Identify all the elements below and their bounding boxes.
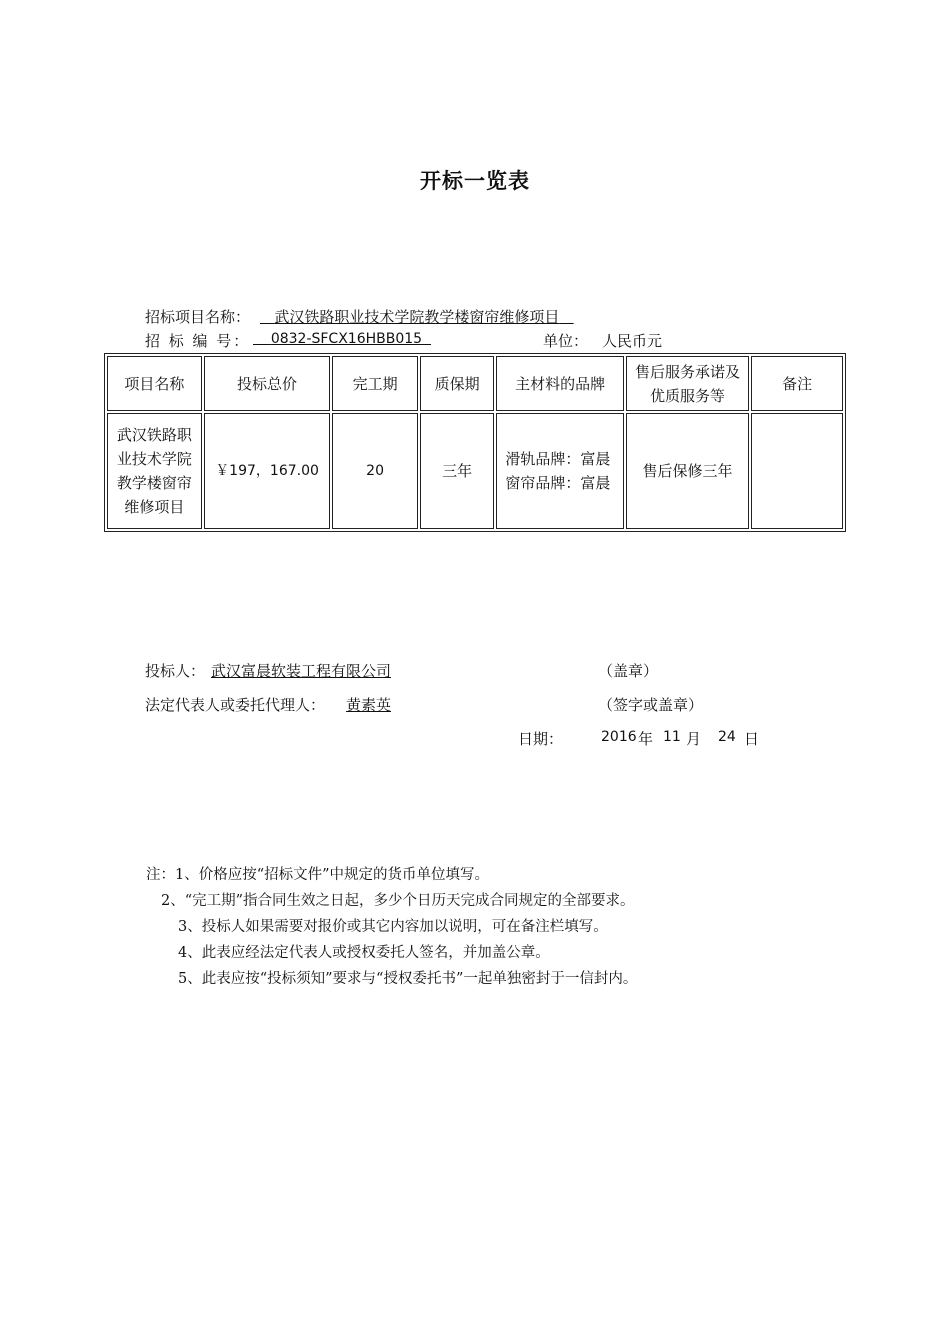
notes-block <box>146 862 637 992</box>
header-cell: 主材料的品牌 <box>496 356 623 411</box>
representative-label: 法定代表人或委托代理人： <box>145 696 326 714</box>
date-year: 2016 <box>601 729 637 745</box>
date-month: 11 <box>663 729 681 745</box>
brand-cell <box>496 413 623 529</box>
note-item: 注：1、价格应按“招标文件”中规定的货币单位填写。 <box>146 867 490 883</box>
note-item: 3、投标人如果需要对报价或其它内容加以说明，可在备注栏填写。 <box>178 919 608 935</box>
project-name-value: 武汉铁路职业技术学院教学楼窗帘维修项目 <box>274 308 560 326</box>
remarks-cell <box>751 413 843 529</box>
note-item: 4、此表应经法定代表人或授权委托人签名，并加盖公章。 <box>178 945 550 961</box>
project-name-label: 招标项目名称： <box>145 308 251 326</box>
bidder-label: 投标人： <box>145 662 206 680</box>
table-header-row <box>107 356 843 411</box>
completion-period-cell: 20 <box>332 413 418 529</box>
brand-line: 窗帘品牌：富晨 <box>505 474 611 492</box>
total-price-cell: ￥197，167.00 <box>204 413 330 529</box>
unit-value: 人民币元 <box>602 332 663 350</box>
project-name-cell: 武汉铁路职业技术学院教学楼窗帘维修项目 <box>107 413 202 529</box>
note-item: 2、“完工期”指合同生效之日起，多少个日历天完成合同规定的全部要求。 <box>161 893 635 909</box>
header-cell: 完工期 <box>332 356 418 411</box>
bidder-seal-note: （盖章） <box>598 662 659 680</box>
date-day-unit: 日 <box>744 730 760 748</box>
bid-summary-table <box>104 353 846 532</box>
header-cell: 投标总价 <box>204 356 330 411</box>
project-number-label: 招 标 编 号： <box>145 332 251 350</box>
unit-label: 单位： <box>543 332 589 350</box>
note-item: 5、此表应按“投标须知”要求与“授权委托书”一起单独密封于一信封内。 <box>178 971 638 987</box>
representative-value: 黄素英 <box>346 696 392 714</box>
page-title: 开标一览表 <box>420 168 530 193</box>
header-cell: 备注 <box>751 356 843 411</box>
representative-sign-note: （签字或盖章） <box>598 696 704 714</box>
after-sales-cell: 售后保修三年 <box>626 413 749 529</box>
date-day: 24 <box>718 729 736 745</box>
date-year-unit: 年 <box>638 730 654 748</box>
date-label: 日期： <box>518 730 564 748</box>
project-number-value: 0832-SFCX16HBB015 <box>270 331 423 347</box>
header-cell: 售后服务承诺及优质服务等 <box>626 356 749 411</box>
bidder-value: 武汉富晨软装工程有限公司 <box>211 662 392 680</box>
brand-line: 滑轨品牌：富晨 <box>505 450 611 468</box>
header-cell: 质保期 <box>420 356 494 411</box>
warranty-cell: 三年 <box>420 413 494 529</box>
table-row <box>107 413 843 529</box>
header-cell: 项目名称 <box>107 356 202 411</box>
date-month-unit: 月 <box>686 730 702 748</box>
